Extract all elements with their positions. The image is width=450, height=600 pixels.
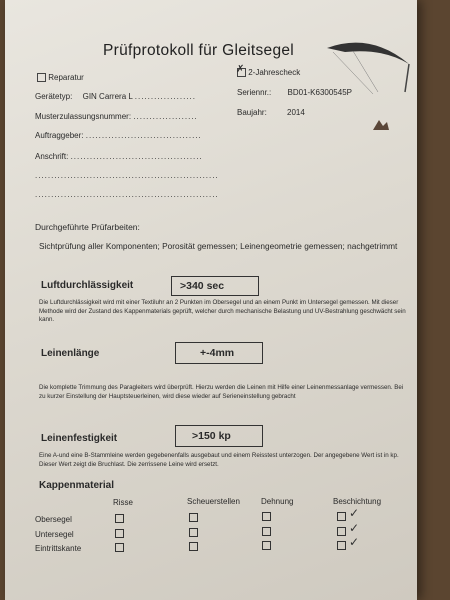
untersegel-risse-checkbox[interactable] xyxy=(115,529,124,538)
check2y-label: 2-Jahrescheck xyxy=(248,68,301,77)
col-dehnung: Dehnung xyxy=(261,497,294,506)
protocol-sheet xyxy=(5,0,417,600)
geraetetyp-label: Gerätetyp: xyxy=(35,92,73,101)
fest-heading: Leinenfestigkeit xyxy=(41,433,118,444)
check2y-checkbox[interactable] xyxy=(236,64,246,77)
laenge-value: +-4mm xyxy=(175,342,263,364)
check2y-option[interactable] xyxy=(236,64,301,77)
untersegel-beschichtung-checkbox[interactable] xyxy=(337,527,346,536)
page-title: Prüfprotokoll für Gleitsegel xyxy=(103,42,295,59)
fest-description: Eine A-und eine B-Stammleine werden gegebenenfalls ausgebaut und einem Reisstest unterzogen. Der angegebene Wert ist in kp. Dieser Wert zeigt die Bruchlast. Die zerrissene Leine wird ersetzt. xyxy=(39,452,399,468)
luft-value: >340 sec xyxy=(171,276,259,296)
untersegel-dehnung-checkbox[interactable] xyxy=(262,527,271,536)
muster-field: Musterzulassungsnummer: .................... xyxy=(35,112,198,121)
serial-field xyxy=(237,88,352,97)
obersegel-beschichtung-check-icon: ✓ xyxy=(349,506,360,520)
obersegel-scheuer-checkbox[interactable] xyxy=(189,513,198,522)
sticker-icon xyxy=(371,116,391,134)
baujahr-value: 2014 xyxy=(287,108,305,117)
anschrift-line-3: ......................................................... xyxy=(35,190,219,199)
anschrift-line-2: ......................................................... xyxy=(35,171,219,180)
obersegel-beschichtung-checkbox[interactable] xyxy=(337,512,346,521)
laenge-description: Die komplette Trimmung des Paragleiters wird überprüft. Hierzu werden die Leinen mit Hilfe einer Leinenmessanlage vermessen. Bei zu kurzer Einstellung der Hauptsteuerleinen, wird diese wieder auf Serieneinstellung gebracht xyxy=(39,384,404,400)
eintrittskante-dehnung-checkbox[interactable] xyxy=(262,541,271,550)
obersegel-risse-checkbox[interactable] xyxy=(115,514,124,523)
anschrift-field: Anschrift: ......................................... xyxy=(35,152,203,161)
eintrittskante-beschichtung-checkbox[interactable] xyxy=(337,541,346,550)
eintrittskante-risse-checkbox[interactable] xyxy=(115,543,124,552)
check-mark-icon: ✗ xyxy=(236,64,245,76)
obersegel-dehnung-checkbox[interactable] xyxy=(262,512,271,521)
row-eintrittskante: Eintrittskante xyxy=(35,544,82,553)
kappe-heading: Kappenmaterial xyxy=(39,480,115,491)
repair-option[interactable] xyxy=(37,73,84,82)
col-beschichtung: Beschichtung xyxy=(333,497,382,506)
paraglider-logo-icon xyxy=(323,34,415,94)
geraetetyp-value: GIN Carrera L xyxy=(82,92,133,101)
untersegel-beschichtung-check-icon: ✓ xyxy=(349,521,360,535)
row-untersegel: Untersegel xyxy=(35,530,74,539)
fest-value: >150 kp xyxy=(175,425,263,447)
repair-label: Reparatur xyxy=(48,73,84,82)
eintrittskante-scheuer-checkbox[interactable] xyxy=(189,542,198,551)
laenge-heading: Leinenlänge xyxy=(41,348,100,359)
untersegel-scheuer-checkbox[interactable] xyxy=(189,528,198,537)
row-obersegel: Obersegel xyxy=(35,515,72,524)
arbeiten-heading: Durchgeführte Prüfarbeiten: xyxy=(35,222,140,232)
baujahr-field xyxy=(237,108,305,117)
luft-description: Die Luftdurchlässigkeit wird mit einer Textiluhr an 2 Punkten im Obersegel und an einem Punkt im Untersegel gemessen. Mit dieser Methode wird der Zustand des Kappenmaterials geprüft, welcher durch mechanische Belastung und UV-Bestrahlung geschwächt sein kann. xyxy=(39,299,406,324)
eintrittskante-beschichtung-check-icon: ✓ xyxy=(349,535,360,549)
col-scheuerstellen: Scheuerstellen xyxy=(187,497,240,506)
auftraggeber-field: Auftraggeber: .................................... xyxy=(35,131,202,140)
auftraggeber-label: Auftraggeber: xyxy=(35,131,84,140)
serial-value: BD01-K6300545P xyxy=(287,88,352,97)
geraetetyp-field: Gerätetyp: GIN Carrera L ................... xyxy=(35,92,196,101)
serial-label: Seriennr.: xyxy=(237,88,272,97)
arbeiten-text: Sichtprüfung aller Komponenten; Porosität gemessen; Leinengeometrie gemessen; nachgetrimmt xyxy=(39,241,398,251)
muster-label: Musterzulassungsnummer: xyxy=(35,112,132,121)
luft-heading: Luftdurchlässigkeit xyxy=(41,280,134,291)
col-risse: Risse xyxy=(113,498,134,507)
baujahr-label: Baujahr: xyxy=(237,108,267,117)
repair-checkbox[interactable] xyxy=(37,73,46,82)
anschrift-label: Anschrift: xyxy=(35,152,69,161)
